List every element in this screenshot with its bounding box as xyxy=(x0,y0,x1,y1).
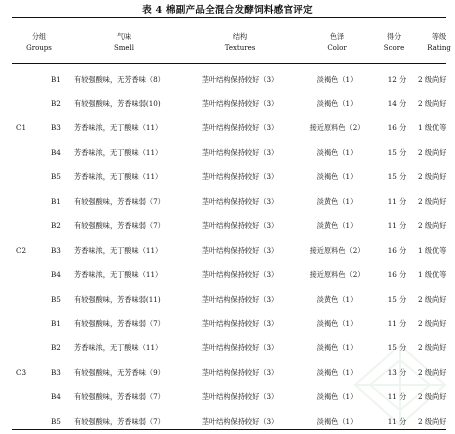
subgroup-cell: B5 xyxy=(51,172,61,182)
textures-cell: 茎叶结构保持较好（3） xyxy=(201,367,279,377)
score-cell: 14 分 xyxy=(387,99,407,109)
header-score: 得分 xyxy=(386,31,402,41)
color-cell: 接近原料色（2） xyxy=(309,123,365,133)
header-rating-en: Rating xyxy=(427,44,451,52)
rating-cell: 2 级尚好 xyxy=(418,294,447,304)
score-cell: 11 分 xyxy=(387,392,407,402)
score-cell: 15 分 xyxy=(387,294,407,304)
table-row xyxy=(12,311,455,335)
score-cell: 16 分 xyxy=(387,245,407,255)
header-smell: 气味 xyxy=(116,31,132,41)
table-row xyxy=(12,165,455,189)
textures-cell: 茎叶结构保持较好（3） xyxy=(201,196,279,206)
header-smell-en: Smell xyxy=(113,44,135,52)
textures-cell: 茎叶结构保持较好（3） xyxy=(201,172,279,182)
color-cell: 接近原料色（2） xyxy=(309,270,365,280)
subgroup-cell: B4 xyxy=(51,147,61,157)
header-row-en xyxy=(12,42,455,67)
rating-cell: 2 级尚好 xyxy=(418,343,447,353)
rating-cell: 2 级尚好 xyxy=(418,392,447,402)
rating-cell: 2 级尚好 xyxy=(418,172,447,182)
header-group: 分组 xyxy=(31,31,47,41)
smell-cell: 有较强酸味，芳香味弱（7） xyxy=(74,221,165,231)
group-cell xyxy=(12,409,39,433)
color-cell: 淡黄色（1） xyxy=(316,221,358,231)
table-row xyxy=(12,189,455,213)
smell-cell: 有较强酸味，无芳香味（8） xyxy=(74,74,165,84)
score-cell: 11 分 xyxy=(387,196,407,206)
color-cell: 淡褐色（1） xyxy=(316,392,358,402)
subgroup-cell: B3 xyxy=(51,245,61,255)
smell-cell: 有较强酸味，芳香味弱(11) xyxy=(74,294,161,304)
subgroup-cell: B3 xyxy=(51,123,61,133)
color-cell: 淡黄色（1） xyxy=(316,196,358,206)
subgroup-cell: B2 xyxy=(51,99,61,109)
rating-cell: 2 级尚好 xyxy=(418,221,447,231)
smell-cell: 芳香味浓，无丁酸味（11） xyxy=(74,343,163,353)
table-row xyxy=(12,287,455,311)
score-cell: 15 分 xyxy=(387,172,407,182)
header-textures: 结构 xyxy=(232,31,248,41)
textures-cell: 茎叶结构保持较好（3） xyxy=(201,270,279,280)
header-score-en: Score xyxy=(383,44,405,52)
subgroup-cell: B3 xyxy=(51,367,61,377)
smell-cell: 芳香味浓，无丁酸味（11） xyxy=(74,270,163,280)
score-cell: 12 分 xyxy=(387,74,407,84)
textures-cell: 茎叶结构保持较好（3） xyxy=(201,221,279,231)
color-cell: 淡褐色（1） xyxy=(316,147,358,157)
textures-cell: 茎叶结构保持较好（3） xyxy=(201,74,279,84)
table-row xyxy=(12,116,455,140)
table-row xyxy=(12,214,455,238)
textures-cell: 茎叶结构保持较好（3） xyxy=(201,416,279,426)
rating-cell: 2 级尚好 xyxy=(418,318,447,328)
color-cell: 淡褐色（1） xyxy=(316,343,358,353)
smell-cell: 有较强酸味，芳香味弱（7） xyxy=(74,196,165,206)
subgroup-cell: B4 xyxy=(51,270,61,280)
smell-cell: 芳香味浓，无丁酸味（11） xyxy=(74,172,163,182)
rating-cell: 2 级尚好 xyxy=(418,196,447,206)
textures-cell: 茎叶结构保持较好（3） xyxy=(201,147,279,157)
header-color: 色泽 xyxy=(329,31,345,41)
group-cell xyxy=(12,311,39,335)
table-row xyxy=(12,238,455,262)
header-row-zh xyxy=(12,18,455,42)
group-cell: C3 xyxy=(16,367,27,377)
header-textures-en: Textures xyxy=(224,44,256,52)
textures-cell: 茎叶结构保持较好（3） xyxy=(201,294,279,304)
subgroup-cell: B2 xyxy=(51,343,61,353)
color-cell: 淡褐色（1） xyxy=(316,318,358,328)
header-group-en: Groups xyxy=(26,44,52,52)
rating-cell: 2 级尚好 xyxy=(418,74,447,84)
subgroup-cell: B5 xyxy=(51,294,61,304)
color-cell: 淡黄色（1） xyxy=(316,294,358,304)
subgroup-cell: B1 xyxy=(51,74,61,84)
rating-cell: 2 级尚好 xyxy=(418,99,447,109)
group-cell: C2 xyxy=(16,245,27,255)
score-cell: 15 分 xyxy=(387,147,407,157)
header-rating: 等级 xyxy=(431,31,447,41)
textures-cell: 茎叶结构保持较好（3） xyxy=(201,99,279,109)
rating-cell: 2 级尚好 xyxy=(418,416,447,426)
group-cell: C1 xyxy=(16,123,27,133)
rating-cell: 1 级优等 xyxy=(418,123,447,133)
textures-cell: 茎叶结构保持较好（3） xyxy=(201,123,279,133)
group-cell xyxy=(12,91,39,115)
group-cell xyxy=(12,263,39,287)
score-cell: 11 分 xyxy=(387,416,407,426)
group-cell xyxy=(12,214,39,238)
smell-cell: 芳香味浓，无丁酸味（11） xyxy=(74,147,163,157)
group-cell xyxy=(12,336,39,360)
rating-cell: 1 级优等 xyxy=(418,245,447,255)
textures-cell: 茎叶结构保持较好（3） xyxy=(201,245,279,255)
group-cell xyxy=(12,67,39,91)
score-cell: 11 分 xyxy=(387,221,407,231)
table-title: 表 4 棉副产品全混合发酵饲料感官评定 xyxy=(142,5,313,16)
rating-cell: 1 级优等 xyxy=(418,270,447,280)
subgroup-cell: B1 xyxy=(51,196,61,206)
rating-cell: 2 级尚好 xyxy=(418,367,447,377)
color-cell: 淡褐色（1） xyxy=(316,74,358,84)
subgroup-cell: B5 xyxy=(51,416,61,426)
score-cell: 16 分 xyxy=(387,270,407,280)
color-cell: 淡褐色（1） xyxy=(316,367,358,377)
table-row xyxy=(12,91,455,115)
header-color-en: Color xyxy=(327,44,347,52)
rating-cell: 2 级尚好 xyxy=(418,147,447,157)
smell-cell: 有较强酸味，无芳香味（9） xyxy=(74,367,165,377)
textures-cell: 茎叶结构保持较好（3） xyxy=(201,318,279,328)
group-cell xyxy=(12,140,39,164)
watermark-logo-icon xyxy=(350,340,450,430)
group-cell xyxy=(12,165,39,189)
color-cell: 淡褐色（1） xyxy=(316,172,358,182)
smell-cell: 有较强酸味，芳香味弱（7） xyxy=(74,318,165,328)
textures-cell: 茎叶结构保持较好（3） xyxy=(201,392,279,402)
group-cell xyxy=(12,287,39,311)
score-cell: 11 分 xyxy=(387,318,407,328)
group-cell xyxy=(12,385,39,409)
table-row xyxy=(12,67,455,91)
smell-cell: 有较强酸味，芳香味弱（7） xyxy=(74,392,165,402)
subgroup-cell: B4 xyxy=(51,392,61,402)
smell-cell: 芳香味浓，无丁酸味（11） xyxy=(74,245,163,255)
subgroup-cell: B1 xyxy=(51,318,61,328)
group-cell xyxy=(12,189,39,213)
score-cell: 13 分 xyxy=(387,367,407,377)
table-row xyxy=(12,263,455,287)
subgroup-cell: B2 xyxy=(51,221,61,231)
table-row xyxy=(12,140,455,164)
score-cell: 15 分 xyxy=(387,343,407,353)
smell-cell: 芳香味浓，无丁酸味（11） xyxy=(74,123,163,133)
color-cell: 接近原料色（2） xyxy=(309,245,365,255)
smell-cell: 有较强酸味，芳香味弱（7） xyxy=(74,416,165,426)
score-cell: 16 分 xyxy=(387,123,407,133)
color-cell: 淡褐色（1） xyxy=(316,99,358,109)
color-cell: 淡褐色（1） xyxy=(316,416,358,426)
smell-cell: 有较强酸味，芳香味弱(10) xyxy=(74,99,161,109)
textures-cell: 茎叶结构保持较好（3） xyxy=(201,343,279,353)
